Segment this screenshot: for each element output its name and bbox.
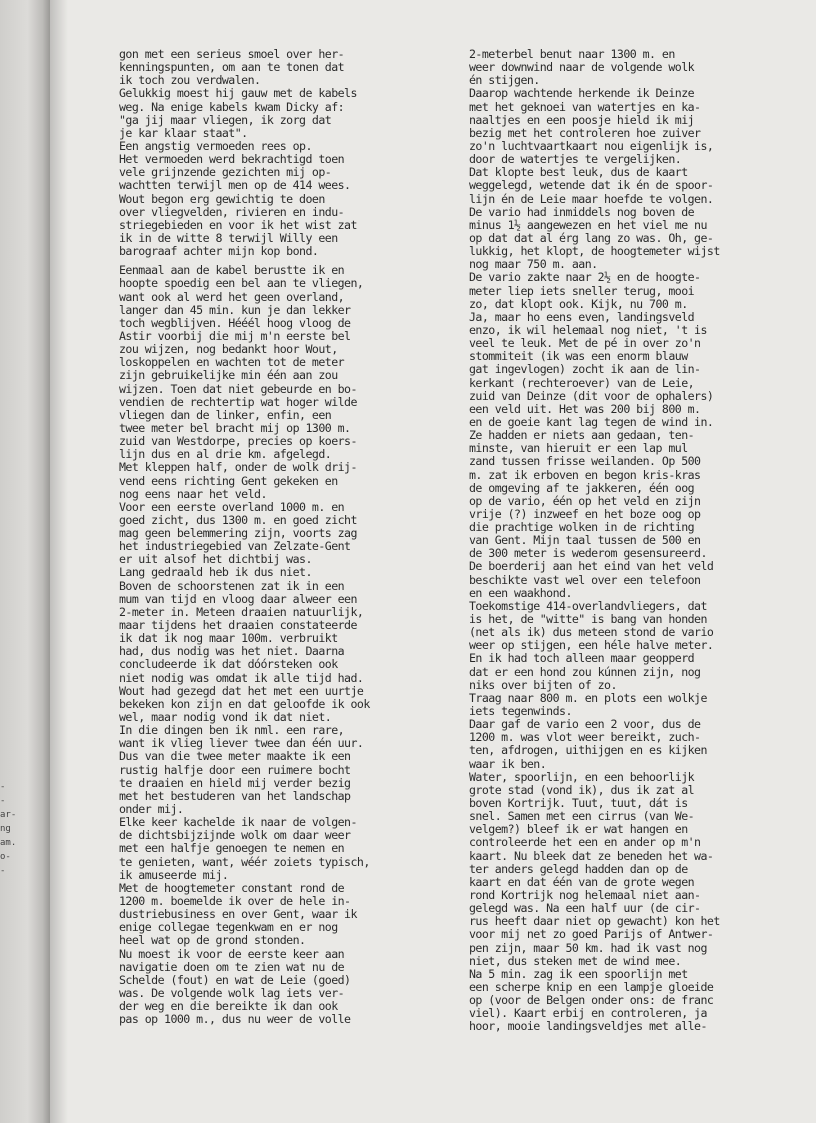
text-line: die prachtige wolken in de richting <box>469 520 695 535</box>
text-line: Dat klopte best leuk, dus de kaart <box>469 165 688 180</box>
text-line: rond Kortrijk nog helemaal niet aan- <box>469 888 701 902</box>
text-line: zijn gebruikelijke min één aan zou <box>119 368 338 383</box>
text-line: met het bestuderen van het landschap <box>119 788 351 803</box>
text-line: kenningspunten, om aan te tonen dat <box>119 60 345 75</box>
left-text-column <box>119 48 441 1108</box>
text-line: meter liep iets sneller terug, mooi <box>469 283 695 298</box>
text-line: enige collegae tegenkwam en er nog <box>119 920 338 935</box>
text-line: heel wat op de grond stonden. <box>119 933 306 948</box>
text-line: Toekomstige 414-overlandvliegers, dat <box>469 598 707 613</box>
text-line: en een waakhond. <box>469 585 572 600</box>
text-line: stommiteit (ik was een enorm blauw <box>469 349 688 364</box>
text-line: mum van tijd en vloog daar alweer een <box>119 591 357 606</box>
text-line: 1200 m. boemelde ik over de hele in- <box>119 894 351 908</box>
text-line: dat er een hond zou kúnnen zijn, nog <box>469 664 701 679</box>
text-line: Traag naar 800 m. en plots een wolkje <box>469 690 707 705</box>
margin-fragment: ar- <box>0 810 17 820</box>
text-line: voor mij net zo goed Parijs of Antwer- <box>469 927 714 942</box>
text-line: bezig met het controleren hoe zuiver <box>469 125 701 140</box>
text-line: Na 5 min. zag ik een spoorlijn met <box>469 966 688 981</box>
text-line: weggelegd, wetende dat ik én de spoor- <box>469 178 714 193</box>
text-line: vendien de rechtertip wat hoger wilde <box>119 394 357 409</box>
text-line: Gelukkig moest hij gauw met de kabels <box>119 86 357 101</box>
text-line: navigatie doen om te zien wat nu de <box>119 959 345 974</box>
text-line: Schelde (fout) en wat de Leie (goed) <box>119 972 351 987</box>
text-line: zand tussen frisse weilanden. Op 500 <box>469 454 701 469</box>
text-line: weg. Na enige kabels kwam Dicky af: <box>119 99 345 114</box>
text-line: Wout begon erg gewichtig te doen <box>119 191 325 206</box>
text-line: beschikte vast wel over een telefoon <box>469 572 701 587</box>
text-line: je kar klaar staat". <box>119 125 248 140</box>
text-line: naaltjes en een poosje hield ik mij <box>469 112 695 127</box>
text-line: enzo, ik wil helemaal nog niet, 't is <box>469 322 707 337</box>
text-line: met het geknoei van watertjes en ka- <box>469 99 701 114</box>
text-line: vele grijnzende gezichten mij op- <box>119 165 332 180</box>
text-line: met een halfje genoegen te nemen en <box>119 841 345 856</box>
text-line: 2-meter in. Meteen draaien natuurlijk, <box>119 604 364 619</box>
text-line: ik in de witte 8 terwijl Willy een <box>119 230 338 245</box>
text-line: Voor een eerste overland 1000 m. en <box>119 499 345 514</box>
text-line: op (voor de Belgen onder ons: de franc <box>469 993 714 1008</box>
text-line: vliegen dan de linker, enfin, een <box>119 407 332 422</box>
text-line: loskoppelen en wachten tot de meter <box>119 355 345 370</box>
text-line: langer dan 45 min. kun je dan lekker <box>119 302 351 317</box>
text-line: want ook al werd het geen overland, <box>119 289 345 304</box>
text-line: Elke keer kachelde ik naar de volgen- <box>119 815 357 830</box>
text-line: Met kleppen half, onder de wolk drij- <box>119 460 357 475</box>
text-line: striegebieden en voor ik het wist zat <box>119 217 357 232</box>
text-line: Water, spoorlijn, en een behoorlijk <box>469 769 695 784</box>
text-line: iets tegenwinds. <box>469 704 572 719</box>
text-line: er uit alsof het dichtbij was. <box>119 552 312 567</box>
text-line: de dichtsbijzijnde wolk om daar weer <box>119 828 351 843</box>
text-line: de 300 meter is wederom gesensureerd. <box>469 546 707 561</box>
text-line: pas op 1000 m., dus nu weer de volle <box>119 1012 351 1027</box>
text-line: veel te leuk. Met de pé in over zo'n <box>469 336 701 351</box>
text-line: goed zicht, dus 1300 m. en goed zicht <box>119 512 357 527</box>
text-line: waar ik ben. <box>469 756 547 771</box>
text-line: dustriebusiness en over Gent, waar ik <box>119 907 357 922</box>
text-line: van Gent. Mijn taal tussen de 500 en <box>469 533 701 548</box>
text-line: grote stad (vond ik), dus ik zat al <box>469 782 695 797</box>
text-line: viel). Kaart erbij en controleren, ja <box>469 1006 707 1021</box>
margin-fragment: - <box>0 782 6 792</box>
text-line: Wout had gezegd dat het met een uurtje <box>119 683 364 698</box>
text-line: weer downwind naar de volgende wolk <box>469 60 695 75</box>
text-line: (net als ik) dus meteen stond de vario <box>469 625 714 640</box>
text-line: In die dingen ben ik nml. een rare, <box>119 723 345 738</box>
text-line: zuid van Westdorpe, precies op koers- <box>119 434 357 449</box>
text-line: minste, van hieruit er een lap mul <box>469 441 688 456</box>
gutter-shadow <box>50 0 68 1123</box>
text-line: nog eens naar het veld. <box>119 486 267 501</box>
text-line: de omgeving af te jakkeren, één oog <box>469 480 695 495</box>
margin-fragment: - <box>0 796 6 806</box>
text-line: 2-meterbel benut naar 1300 m. en <box>469 48 675 61</box>
text-line: ik dat ik nog maar 100m. verbruikt <box>119 631 338 646</box>
text-line: Met de hoogtemeter constant rond de <box>119 880 345 895</box>
text-line: kerkant (rechteroever) van de Leie, <box>469 375 695 390</box>
text-line: lukkig, het klopt, de hoogtemeter wijst <box>469 244 720 259</box>
text-line: Nu moest ik voor de eerste keer aan <box>119 946 345 961</box>
book-gutter <box>0 0 50 1123</box>
text-line: was. De volgende wolk lag iets ver- <box>119 985 345 1000</box>
text-line: toch wegblijven. Hééél hoog vloog de <box>119 315 351 330</box>
text-line: op de vario, één op het veld en zijn <box>469 493 701 508</box>
text-line: Dus van die twee meter maakte ik een <box>119 749 351 764</box>
text-line: Astir voorbij die mij m'n eerste bel <box>119 328 351 343</box>
text-line: wel, maar nodig vond ik dat niet. <box>119 710 332 725</box>
text-line: ik amuseerde mij. <box>119 867 229 882</box>
text-line: niet nodig was omdat ik alle tijd had. <box>119 670 364 685</box>
text-line: een veld uit. Het was 200 bij 800 m. <box>469 401 701 416</box>
text-line: over vliegvelden, rivieren en indu- <box>119 204 345 219</box>
text-line: 1200 m. was vlot weer bereikt, zuch- <box>469 730 701 745</box>
text-line: Daarop wachtende herkende ik Deinze <box>469 86 695 101</box>
text-line: controleerde het een en ander op m'n <box>469 835 701 850</box>
text-line: vrije (?) inzweef en het boze oog op <box>469 506 701 521</box>
text-line: lijn dus en al drie km. afgelegd. <box>119 447 332 462</box>
text-line: wachtten terwijl men op de 414 wees. <box>119 178 351 193</box>
text-line: en de goeie kant lag tegen de wind in. <box>469 414 714 429</box>
text-line: Daar gaf de vario een 2 voor, dus de <box>469 717 701 732</box>
text-line: een scherpe knip en een lampje gloeide <box>469 979 714 994</box>
text-line: weer op stijgen, een héle halve meter. <box>469 638 714 653</box>
previous-page-margin-fragments <box>0 780 40 878</box>
text-line: m. zat ik erboven en begon kris-kras <box>469 467 701 482</box>
text-line: De boerderij aan het eind van het veld <box>469 559 714 574</box>
text-line: mag geen belemmering zijn, voorts zag <box>119 526 357 541</box>
text-line: Het vermoeden werd bekrachtigd toen <box>119 152 345 167</box>
text-line: Ze hadden er niets aan gedaan, ten- <box>469 428 695 443</box>
text-line: niet, dus steken met de wind mee. <box>469 953 682 968</box>
text-line: Ja, maar ho eens even, landingsveld <box>469 309 695 324</box>
text-line: kaart. Nu bleek dat ze beneden het wa- <box>469 848 714 863</box>
text-line: zuid van Deinze (dit voor de ophalers) <box>469 388 714 403</box>
text-line: snel. Samen met een cirrus (van We- <box>469 809 695 824</box>
text-line: nog maar 750 m. aan. <box>469 257 598 272</box>
text-line: vend eens richting Gent gekeken en <box>119 473 338 488</box>
text-line: ten, afdrogen, uithijgen en es kijken <box>469 743 707 758</box>
text-line: door de watertjes te vergelijken. <box>469 152 682 167</box>
text-line: maar tijdens het draaien constateerde <box>119 618 357 633</box>
text-line: kaart en dat één van de grote wegen <box>469 874 695 889</box>
text-line: bekeken kon zijn en dat geloofde ik ook <box>119 696 370 711</box>
text-line: te draaien en hield mij verder bezig <box>119 775 351 790</box>
text-line: hoopte spoedig een bel aan te vliegen, <box>119 276 364 291</box>
text-line: onder mij. <box>119 802 184 817</box>
text-line: had, dus nodig was het niet. Daarna <box>119 644 345 659</box>
margin-fragment: - <box>0 866 6 876</box>
text-line: rus heeft daar niet op gewacht) kon het <box>469 914 720 929</box>
text-line: lijn én de Leie maar hoefde te volgen. <box>469 191 714 206</box>
text-line: rustig halfje door een ruimere bocht <box>119 762 351 777</box>
margin-fragment: o- <box>0 852 11 862</box>
text-line: Lang gedraald heb ik dus niet. <box>119 565 312 580</box>
text-line: der weg en die bereikte ik dan ook <box>119 999 338 1014</box>
text-line: ter anders gelegd hadden dan op de <box>469 861 688 876</box>
text-line: te genieten, want, wéér zoiets typisch, <box>119 854 370 869</box>
text-line: gon met een serieus smoel over her- <box>119 48 345 61</box>
margin-fragment: am. <box>0 838 17 848</box>
text-line: En ik had toch alleen maar geopperd <box>469 651 695 666</box>
text-line: minus 1½ aangewezen en het viel me nu <box>469 217 707 232</box>
text-line: pen zijn, maar 50 km. had ik vast nog <box>469 940 707 955</box>
text-line: Boven de schoorstenen zat ik in een <box>119 578 345 593</box>
text-line: én stijgen. <box>469 73 540 88</box>
text-line: zou wijzen, nog bedankt hoor Wout, <box>119 342 338 357</box>
text-line: want ik vlieg liever twee dan één uur. <box>119 736 364 751</box>
text-line: Een angstig vermoeden rees op. <box>119 138 312 153</box>
text-line: boven Kortrijk. Tuut, tuut, dát is <box>469 796 688 811</box>
text-line: wijzen. Toen dat niet gebeurde en bo- <box>119 381 357 396</box>
text-line: is het, de "witte" is bang van honden <box>469 612 707 627</box>
text-line: zo'n luchtvaartkaart nou eigenlijk is, <box>469 138 714 153</box>
right-text-column <box>469 48 791 1108</box>
text-line: "ga jij maar vliegen, ik zorg dat <box>119 112 332 127</box>
text-line: niks over bijten of zo. <box>469 677 617 692</box>
margin-fragment: ng <box>0 824 11 834</box>
text-line: twee meter bel bracht mij op 1300 m. <box>119 420 351 435</box>
text-line: op dat dat al érg lang zo was. Oh, ge- <box>469 230 714 245</box>
text-line: het industriegebied van Zelzate-Gent <box>119 539 351 554</box>
text-line: gelegd was. Na een half uur (de cir- <box>469 901 701 916</box>
text-line: De vario zakte naar 2½ en de hoogte- <box>469 270 701 285</box>
text-line: zo, dat klopt ook. Kijk, nu 700 m. <box>469 296 688 311</box>
text-line: ik toch zou verdwalen. <box>119 73 261 88</box>
text-line: barograaf achter mijn kop bond. <box>119 244 319 259</box>
text-line: concludeerde ik dat dóórsteken ook <box>119 657 338 672</box>
text-line: De vario had inmiddels nog boven de <box>469 204 695 219</box>
text-line: Eenmaal aan de kabel berustte ik en <box>119 263 345 278</box>
text-line: hoor, mooie landingsveldjes met alle- <box>469 1019 707 1034</box>
text-line: velgem?) bleef ik er wat hangen en <box>469 822 688 837</box>
text-line: gat ingevlogen) zocht ik aan de lin- <box>469 362 701 377</box>
